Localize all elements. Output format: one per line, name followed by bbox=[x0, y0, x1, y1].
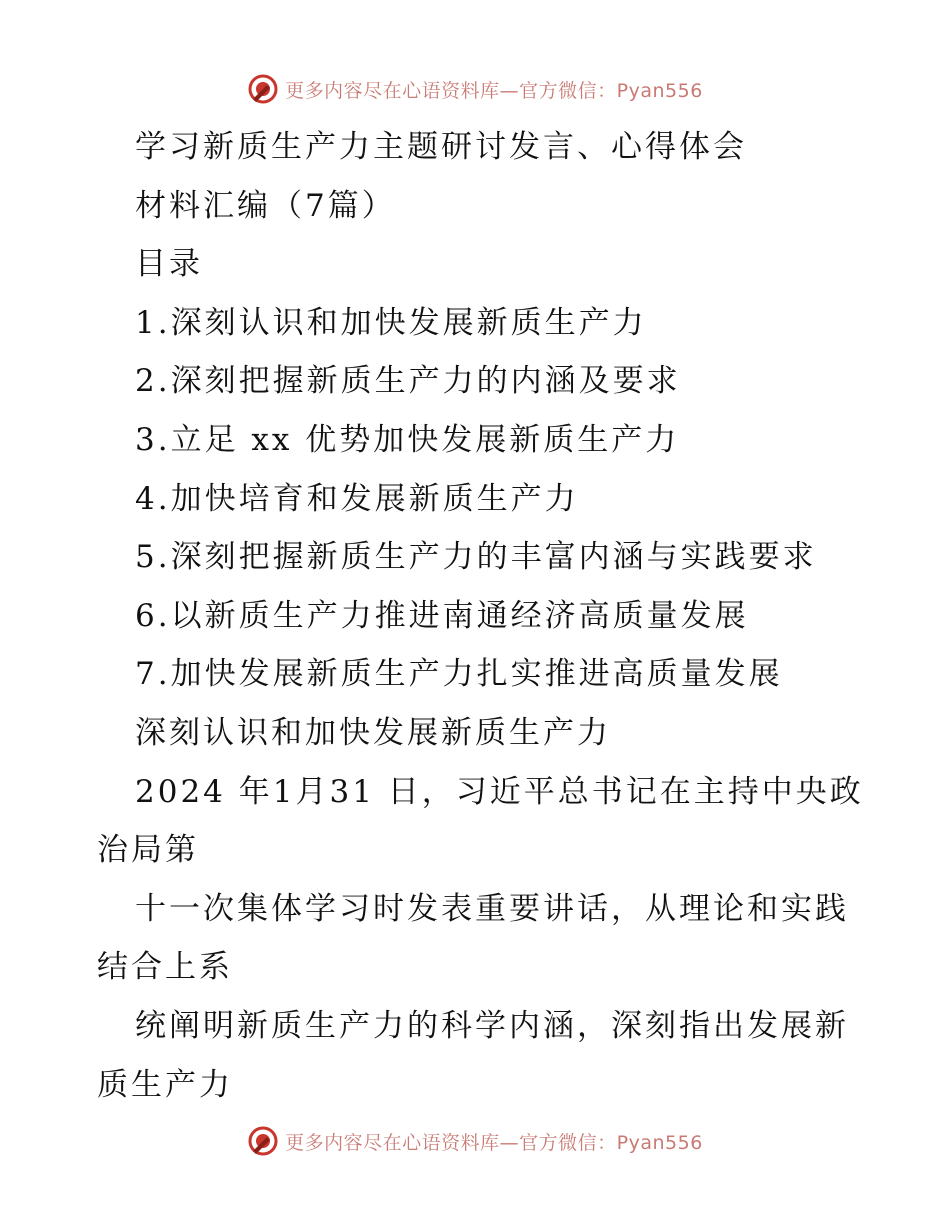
toc-item-1: 1.深刻认识和加快发展新质生产力 bbox=[135, 304, 647, 341]
doc-title-line-2: 材料汇编（7篇） bbox=[135, 187, 396, 224]
doc-title-line-1: 学习新质生产力主题研讨发言、心得体会 bbox=[135, 129, 747, 165]
section-title: 深刻认识和加快发展新质生产力 bbox=[135, 714, 611, 751]
toc-item-7: 7.加快发展新质生产力扎实推进高质量发展 bbox=[135, 656, 783, 693]
watermark-text: 更多内容尽在心语资料库—官方微信：Pyan556 bbox=[285, 79, 703, 102]
paragraph-2-line-1: 十一次集体学习时发表重要讲话，从理论和实践 bbox=[135, 890, 849, 927]
pen-logo-icon bbox=[247, 73, 279, 105]
toc-item-4: 4.加快培育和发展新质生产力 bbox=[135, 480, 579, 517]
watermark-text: 更多内容尽在心语资料库—官方微信：Pyan556 bbox=[285, 1131, 703, 1154]
watermark-header bbox=[0, 72, 950, 106]
watermark-footer bbox=[0, 1124, 950, 1158]
paragraph-1-line-2: 治局第 bbox=[97, 832, 199, 869]
paragraph-2-line-2: 结合上系 bbox=[97, 949, 233, 986]
toc-item-6: 6.以新质生产力推进南通经济高质量发展 bbox=[135, 597, 749, 634]
toc-heading: 目录 bbox=[135, 246, 203, 283]
paragraph-3-line-2: 质生产力 bbox=[97, 1066, 233, 1103]
paragraph-3-line-1: 统阐明新质生产力的科学内涵，深刻指出发展新 bbox=[135, 1007, 849, 1044]
paragraph-1-line-1: 2024 年1月31 日，习近平总书记在主持中央政 bbox=[135, 773, 864, 810]
document-body bbox=[97, 118, 867, 1114]
pen-logo-icon bbox=[247, 1125, 279, 1157]
toc-item-2: 2.深刻把握新质生产力的内涵及要求 bbox=[135, 363, 681, 400]
toc-item-3: 3.立足 xx 优势加快发展新质生产力 bbox=[135, 421, 680, 458]
toc-item-5: 5.深刻把握新质生产力的丰富内涵与实践要求 bbox=[135, 539, 817, 576]
